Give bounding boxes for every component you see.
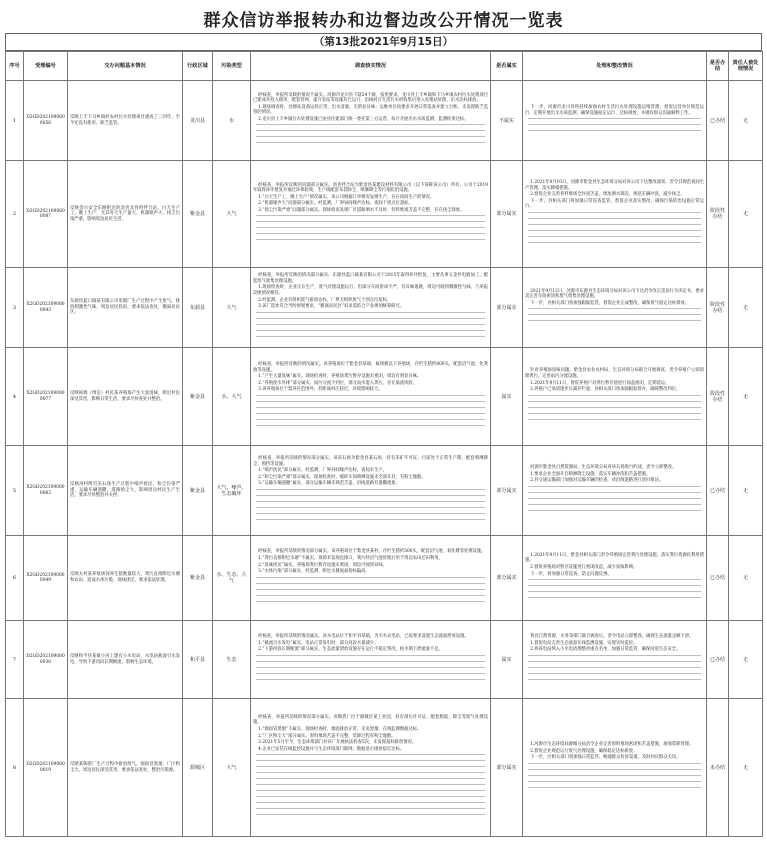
text-filler: [256, 312, 485, 316]
handling-details-paragraph: 2.督促养殖场对暂存设施进行密闭改造，减少臭味影响。: [530, 565, 638, 570]
table-header-row: [6, 52, 763, 81]
text-filler: [528, 218, 701, 222]
table-row: [6, 348, 763, 446]
handling-details-paragraph: 2.督促企业完善骨料堆场全封闭苫盖，增加洒水频次，规范车辆冲洗，减少扬尘。: [530, 192, 685, 198]
problem-description: 反映和平县某镇小河上建有小水电站，水电站截流引水发电，导致下游河段长期断流，影响生态环境。: [68, 621, 183, 699]
region: 东源县: [183, 268, 213, 348]
investigation-details-paragraph: 1.“截流引水发电”属实。电站正常发电时，部分河段水量减少。: [258, 640, 379, 646]
text-filler: [256, 407, 485, 411]
text-filler: [528, 236, 701, 240]
fact-status: 属实: [491, 348, 523, 446]
handling-details-paragraph: 1.2021年9月11日，紫金县相关部门责令养殖场完善粪污处理设施，落实粪污资源化利用措施。: [525, 552, 704, 564]
text-filler: [528, 655, 701, 659]
case-code: D2GD2021090800087: [24, 161, 68, 268]
handling-details-paragraph: 2.县交通运输部门加强对运输车辆的检查，对沿线道路进行清扫保洁。: [530, 478, 664, 484]
table-row: [6, 161, 763, 268]
table-row: [6, 699, 763, 837]
investigation-details-paragraph: 2.“厂区粉尘大”部分属实。原料堆场苫盖不完整，装卸过程有粉尘逸散。: [258, 733, 396, 739]
text-filler: [528, 787, 701, 791]
text-filler: [528, 124, 701, 128]
text-filler: [256, 808, 485, 812]
fact-status: 部分属实: [491, 446, 523, 536]
text-filler: [256, 227, 485, 231]
case-code: D2GD2021090800056: [24, 81, 68, 161]
text-filler: [528, 413, 701, 417]
row-number: 8: [6, 699, 24, 837]
investigation-details: [251, 348, 491, 446]
case-code: X2GD2021090800049: [24, 536, 68, 621]
text-filler: [528, 781, 701, 785]
text-filler: [256, 784, 485, 788]
text-filler: [528, 230, 701, 234]
person-handled: 无: [729, 161, 763, 268]
case-code: D2GD2021090800019: [24, 699, 68, 837]
handling-details: [523, 81, 707, 161]
investigation-details-paragraph: 1.“粪污直排附近水塘”不属实。现场未发现直排口，粪污经沼气池处理后用于周边农田还田利用。: [258, 555, 443, 561]
header-cell: 序号: [6, 52, 24, 81]
handling-details-paragraph: 我县自然资源、水务等部门联合调查后，责令电站立即整改，确保生态流量足额下泄。: [530, 634, 694, 640]
problem-description: 反映上丰下马乡镇村农村污水处理项目建成了三四年，至今还没有使用，缺乏监管。: [68, 81, 183, 161]
text-filler: [256, 796, 485, 800]
problem-description: 反映韩源（博信）村民某养殖场产生大量臭味，附近村民深受其害，影响日常生活，要求尽快查处并整治。: [68, 348, 183, 446]
table-body: [6, 81, 763, 837]
investigation-details-paragraph: 2.“粉尘污染严重”部分属实。现场检查时，破碎车间喷淋设施未全部开启，有粉尘逸散。: [258, 474, 426, 480]
text-filler: [256, 221, 485, 225]
handling-details-paragraph: 下一步，河源市龙川县将持续加强农村生活污水处理设施运维管理，督促运营单位规范运行，定期开展出水水质监测，确保设施稳定运行、达标排放，并做好群众沟通解释工作。: [525, 104, 704, 116]
investigation-details-paragraph: 2.“下游河段长期断流”部分属实。生态流量泄放设施存在运行不稳定情况，枯水期下泄流量不足。: [258, 647, 443, 653]
region: 和平县: [183, 621, 213, 699]
person-handled: 无: [729, 536, 763, 621]
text-filler: [256, 495, 485, 499]
text-filler: [256, 519, 485, 523]
pollution-type: 水: [213, 81, 251, 161]
completion-status: 已办结: [707, 81, 729, 161]
investigation-details-paragraph: 1.“烟囱冒黑烟”不属实。现场检查时，烟囱排放正常，未见黑烟，在线监测数据达标。: [258, 726, 422, 732]
text-filler: [256, 130, 485, 134]
handling-details: [523, 621, 707, 699]
region: 紫金县: [183, 446, 213, 536]
text-filler: [528, 597, 701, 601]
region: 紫金县: [183, 161, 213, 268]
text-filler: [256, 513, 485, 517]
text-filler: [256, 324, 485, 328]
text-filler: [256, 589, 485, 593]
header-cell: 责任人被处理情况: [729, 52, 763, 81]
investigation-details: [251, 446, 491, 536]
text-filler: [256, 667, 485, 671]
text-filler: [528, 212, 701, 216]
completion-status: 已办结: [707, 446, 729, 536]
text-filler: [256, 814, 485, 818]
pollution-type: 大气: [213, 161, 251, 268]
text-filler: [528, 579, 701, 583]
header-cell: 受理编号: [24, 52, 68, 81]
text-filler: [528, 763, 701, 767]
handling-details: [523, 161, 707, 268]
text-filler: [256, 673, 485, 677]
text-filler: [528, 585, 701, 589]
header-cell: 交办问题基本情况: [68, 52, 183, 81]
handling-details-paragraph: 下一步，县相关部门将加强日常巡查监管，督促企业落实整改，确保污染防治设施正常运行。: [525, 198, 704, 210]
handling-details-paragraph: 2.督促企业规范运行废气处理设施，确保稳定达标排放。: [530, 748, 638, 754]
investigation-details-paragraph: 2.“机器噪声大”问题部分属实。经监测，厂界昼间噪声达标，夜间个别点位超标。: [258, 201, 413, 207]
fact-status: 属实: [491, 621, 523, 699]
investigation-details-paragraph: 4.企业已安装在线监控设施并与生态环境部门联网，数据显示排放稳定达标。: [258, 746, 405, 752]
handling-details-paragraph: 下一步，将加强日常巡查，防止问题反弹。: [530, 571, 612, 577]
text-filler: [528, 492, 701, 496]
investigation-details-paragraph: 2.“养殖废水外排”部分属实。雨污分流不到位，部分雨水混入粪污，存在溢流风险。: [258, 380, 418, 386]
text-filler: [256, 419, 485, 423]
person-handled: 无: [729, 699, 763, 837]
table-row: [6, 621, 763, 699]
text-filler: [256, 583, 485, 587]
investigation-details: [251, 621, 491, 699]
region: 龙川县: [183, 81, 213, 161]
text-filler: [256, 655, 485, 659]
text-filler: [528, 591, 701, 595]
text-filler: [528, 673, 701, 677]
investigation-details-paragraph: 3.“水体污染”部分属实。经监测，附近水塘氨氮指标偏高。: [258, 569, 370, 575]
investigation-details-paragraph: 1.“白天生产工，晚上生产”情况属实。该公司根据订单情况安排生产，存在夜间生产的情况。: [258, 194, 435, 200]
text-filler: [528, 667, 701, 671]
text-filler: [528, 504, 701, 508]
person-handled: 无: [729, 268, 763, 348]
text-filler: [256, 425, 485, 429]
text-filler: [528, 679, 701, 683]
complaints-table: [5, 51, 763, 837]
table-row: [6, 81, 763, 161]
text-filler: [256, 501, 485, 505]
investigation-details-paragraph: 经核查，举报所反映的情况属实。该水电站位于和平县某镇，为引水式电站，已按要求设置生态流量泄放设施。: [258, 634, 469, 640]
pollution-type: 大气: [213, 268, 251, 348]
handling-details-paragraph: 1.要求企业全面开启喷淋降尘设施，落实车辆冲洗和苫盖措施。: [530, 471, 651, 477]
row-number: 4: [6, 348, 24, 446]
text-filler: [256, 772, 485, 776]
text-filler: [528, 314, 701, 318]
row-number: 1: [6, 81, 24, 161]
header-cell: 是否办结: [707, 52, 729, 81]
completion-status: 阶段性办结: [707, 161, 729, 268]
investigation-details-paragraph: 经核查，举报所反映的情况属实。该养殖场位于紫金县某镇，属规模以下养殖场，存栏生猪约800头，配套沼气池、化粪池等设施。: [253, 362, 488, 373]
problem-description: 反映某陶瓷厂生产过程中排放废气，烟囱冒黑烟，厂区粉尘大，周边居民深受其害，要求依法查处，整治污染源。: [68, 699, 183, 837]
text-filler: [256, 395, 485, 399]
text-filler: [528, 407, 701, 411]
person-handled: 无: [729, 81, 763, 161]
text-filler: [256, 318, 485, 322]
text-filler: [256, 233, 485, 237]
pollution-type: 大气: [213, 699, 251, 837]
text-filler: [256, 802, 485, 806]
handling-details: [523, 268, 707, 348]
fact-status: 部分属实: [491, 268, 523, 348]
text-filler: [256, 790, 485, 794]
investigation-details: [251, 536, 491, 621]
text-filler: [256, 507, 485, 511]
case-code: X2GD2021090800062: [24, 446, 68, 536]
investigation-details-paragraph: 1.现场检查时，企业正在生产，废气处理设施运行，但部分车间密闭不严，有异味逸散，周边可闻到刺激性气味，与举报反映情况相符。: [253, 285, 488, 296]
text-filler: [528, 320, 701, 324]
text-filler: [528, 498, 701, 502]
investigation-details-paragraph: 1.“噪声扰民”部分属实。经监测，厂界昼间噪声达标，夜间未生产。: [258, 468, 387, 474]
case-code: X2GD2021090800077: [24, 348, 68, 446]
investigation-details-paragraph: 3.“运输车辆遗撒”属实。部分运输车辆未规范苫盖，沿线道路有遗撒现象。: [258, 481, 400, 487]
handling-details-paragraph: 下一步，区相关部门将加强日常监管，畅通群众投诉渠道，及时回应群众关切。: [530, 755, 681, 761]
text-filler: [256, 760, 485, 764]
header-cell: 是否属实: [491, 52, 523, 81]
problem-description: 反映太村某养殖场饲养生猪数量较大，粪污直排附近水塘和农田，造成水体污染，臭味扰民，要求依法处理。: [68, 536, 183, 621]
problem-description: 反映金兴安全东路附近的沥青及骨料拌合站，白天生产工，晚上生产，尤其冬天生产量大，机器噪声大，扬尘污染严重，影响周边居民生活。: [68, 161, 183, 268]
text-filler: [256, 595, 485, 599]
row-number: 7: [6, 621, 24, 699]
problem-description: 反映河村附近采石场生产过程中噪声扰民，粉尘污染严重，运输车辆遗撒，道路扬尘大，影响周边村民生产生活，要求尽快整治并关停。: [68, 446, 183, 536]
handling-details-paragraph: 1.河源市生态环境局源城分局责令企业完善原料堆场密闭和苫盖措施，加强装卸管理。: [530, 742, 694, 748]
handling-details-paragraph: 1.2021年9月11日，督促养殖户对粪污暂存池进行加盖密闭，定期清运。: [530, 380, 670, 386]
text-filler: [256, 142, 485, 146]
region: 紫金县: [183, 348, 213, 446]
investigation-details-paragraph: 经核查，举报所反映的情况部分属实。该养殖场位于紫金县某村，存栏生猪约500头，配套沼气池、氧化塘等处理设施。: [258, 549, 486, 555]
investigation-details-paragraph: 2.经监测，企业有组织废气排放达标，厂界无组织废气个别点位超标。: [258, 297, 392, 303]
row-number: 6: [6, 536, 24, 621]
pollution-type: 水、生态、大气: [213, 536, 251, 621]
handling-details: [523, 348, 707, 446]
row-number: 5: [6, 446, 24, 536]
text-filler: [256, 661, 485, 665]
handling-details-paragraph: 下一步，县相关部门将加强跟踪监管，督促企业完成整改，确保废气稳定达标排放。: [530, 300, 690, 306]
header-cell: 调查核实情况: [251, 52, 491, 81]
fact-status: 部分属实: [491, 699, 523, 837]
text-filler: [256, 766, 485, 770]
investigation-details-paragraph: 2.“臭味扰民”属实。养殖场粪污暂存设施未密闭，周边可闻到异味。: [258, 562, 387, 568]
completion-status: 已办结: [707, 536, 729, 621]
investigation-details: [251, 161, 491, 268]
text-filler: [256, 778, 485, 782]
investigation-details-paragraph: 3.该养殖场位于禁养区范围外，但距离村庄较近，环境影响较大。: [258, 387, 383, 393]
investigation-details: [251, 81, 491, 161]
handling-details-paragraph: 针对养殖场臭味问题，紫金县农业农村局、生态环境分局联合开展调查，责令养殖户立即清理粪污，完善雨污分流设施。: [525, 368, 704, 379]
pollution-type: 水、大气: [213, 348, 251, 446]
text-filler: [256, 413, 485, 417]
handling-details-paragraph: 1.督促电站完善生态流量在线监测设施，实现实时监控。: [530, 640, 638, 646]
case-code: X2GD2021090800043: [24, 268, 68, 348]
text-filler: [528, 308, 701, 312]
pollution-type: 生态: [213, 621, 251, 699]
table-row: [6, 446, 763, 536]
text-filler: [256, 754, 485, 758]
investigation-details-paragraph: 经核查，举报所反映的问题部分属实。沥青拌合站为紫金县某建设材料有限公司（以下简称该公司）所有，公司于2019年取得环评批复并通过环保验收，生产线配套布袋除尘、喷淋降尘等污染防治设施。: [253, 182, 488, 194]
text-filler: [256, 136, 485, 140]
document-title: 群众信访举报转办和边督边改公开情况一览表: [203, 11, 564, 31]
handling-details: [523, 446, 707, 536]
completion-status: 阶段性办结: [707, 348, 729, 446]
table-row: [6, 536, 763, 621]
completion-status: 已办结: [707, 621, 729, 699]
text-filler: [528, 401, 701, 405]
text-filler: [528, 486, 701, 490]
investigation-details-paragraph: 3.该厂选址符合当时规划要求，“搬离居民区”诉求需结合产业规划统筹研究。: [258, 304, 405, 310]
document-subtitle: （第13批2021年9月15日）: [5, 33, 762, 51]
text-filler: [528, 130, 701, 134]
problem-description: 东源县蓝口镇某有限公司电镀厂生产过程中产生废气，排放刺激性气味，周边居民投诉，要求依法查处，搬离居民区。: [68, 268, 183, 348]
handling-details: [523, 536, 707, 621]
text-filler: [528, 224, 701, 228]
handling-details: [523, 699, 707, 837]
handling-details-paragraph: 1.2021年9月10日，河源市紫金县生态环境分局对该公司下达整改通知，责令其规范夜间生产管理，落实降噪措施。: [525, 180, 704, 191]
investigation-details: [251, 699, 491, 837]
handling-details-paragraph: 2.养殖户已承诺逐步压减存栏量，县相关部门将加强跟踪督办，确保整改到位。: [530, 387, 681, 393]
investigation-details-paragraph: 经核查，举报所反映的情况部分属实。东源县蓝口镇某有限公司于2015年取得环评批复，主要从事五金件电镀加工，配套废气收集处理设施。: [253, 273, 488, 284]
text-filler: [256, 239, 485, 243]
text-filler: [528, 510, 701, 514]
investigation-details-paragraph: 经核查，举报所反映的情况部分属实。该陶瓷厂位于源城区某工业园，持有排污许可证，配套脱硫、除尘等废气处理设施。: [253, 714, 488, 726]
header-cell: 污染类型: [213, 52, 251, 81]
investigation-details-paragraph: 经核查，举报所反映的情况部分属实。该采石场为紫金县某石场，持有采矿许可证，目前处于正常生产期，配套喷淋降尘、围挡等设施。: [253, 456, 488, 467]
text-filler: [528, 661, 701, 665]
text-filler: [528, 769, 701, 773]
text-filler: [256, 577, 485, 581]
person-handled: 无: [729, 446, 763, 536]
case-code: D2GD2021090800030: [24, 621, 68, 699]
header-cell: 处理和整改情况: [523, 52, 707, 81]
handling-details-paragraph: 2.将该电站纳入小水电清理整改重点名单，加强日常监管，确保河道生态安全。: [530, 647, 681, 653]
row-number: 3: [6, 268, 24, 348]
text-filler: [256, 601, 485, 605]
investigation-details-paragraph: 3.“扬尘污染严重”问题部分属实。现场检查发现厂区道路洒水不及时，骨料堆场苫盖不完整，存在扬尘现象。: [258, 207, 465, 213]
investigation-details-paragraph: 1.现场调查时，处理站设备运转正常，出水清澈，无明显异味；运维单位按要求开展日常巡查并建立台账，未发现缺乏监管的情况。: [253, 104, 488, 116]
fact-status: 部分属实: [491, 536, 523, 621]
handling-details-paragraph: 河源市紫金县自然资源局、生态环境分局对该石场进行约谈，责令立即整改。: [530, 465, 677, 471]
text-filler: [256, 489, 485, 493]
text-filler: [528, 395, 701, 399]
text-filler: [256, 330, 485, 334]
investigation-details-paragraph: 3.2021年5月至今，生态环境部门对该厂开展执法检查5次，未发现超标排放情况。: [258, 740, 417, 746]
text-filler: [256, 124, 485, 128]
person-handled: 无: [729, 621, 763, 699]
region: 紫金县: [183, 536, 213, 621]
text-filler: [528, 242, 701, 246]
pollution-type: 大气、噪声、生态破坏: [213, 446, 251, 536]
text-filler: [256, 679, 485, 683]
investigation-details-paragraph: 2.龙川县上丰乡镇污水处理设施已由县住建部门统一委托第三方运营，每月开展出水水质监测，监测结果达标。: [258, 116, 469, 122]
row-number: 2: [6, 161, 24, 268]
investigation-details-paragraph: 经核查，举报所反映的情况不属实。河源市龙川县下辖24个镇，按照要求，龙川县上丰乡镇和下马乡镇农村污水处理项目已建成并投入使用，配套管网、提升泵站等设施均已运行，沿线村庄生活污水经收集后进入处理站处理，出水达标排放。: [253, 92, 488, 104]
region: 源城区: [183, 699, 213, 837]
completion-status: 阶段性办结: [707, 268, 729, 348]
text-filler: [528, 118, 701, 122]
text-filler: [256, 336, 485, 340]
fact-status: 不属实: [491, 81, 523, 161]
investigation-details: [251, 268, 491, 348]
fact-status: 部分属实: [491, 161, 523, 268]
header-cell: 行政区域: [183, 52, 213, 81]
text-filler: [528, 419, 701, 423]
handling-details-paragraph: 2021年9月12日，河源市东源县生态环境分局对该公司下达责令改正违法行为决定书，要求其完善车间密闭和废气收集处理设施。: [525, 288, 704, 300]
table-row: [6, 268, 763, 348]
investigation-details-paragraph: 1.“产生大量臭味”属实。现场检查时，养殖场粪污暂存设施未密闭，周边有明显异味。: [258, 374, 422, 380]
text-filler: [528, 775, 701, 779]
text-filler: [256, 401, 485, 405]
person-handled: 无: [729, 348, 763, 446]
completion-status: 未办结: [707, 699, 729, 837]
text-filler: [256, 215, 485, 219]
